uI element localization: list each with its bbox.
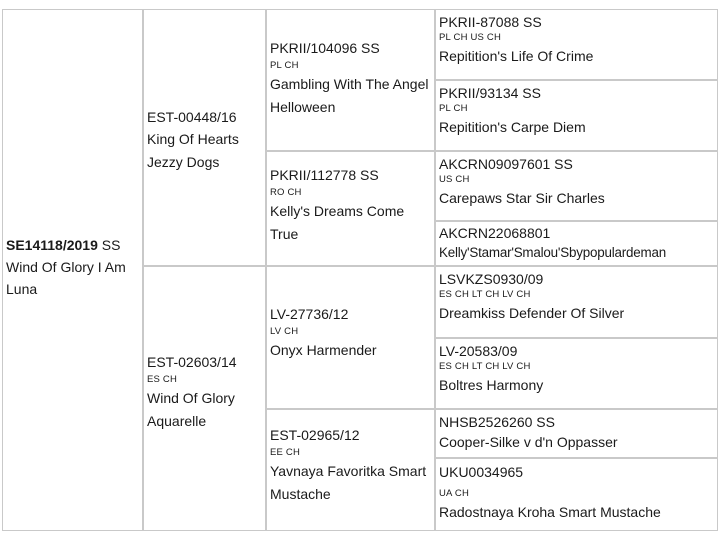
grandparent-name: Yavnaya Favoritka Smart Mustache (270, 463, 427, 502)
dam-name: Wind Of Glory Aquarelle (147, 390, 235, 429)
great-grandparent-name: Radostnaya Kroha Smart Mustache (439, 504, 661, 520)
great-grandparent-cell-6 (435, 338, 718, 409)
grandparent-cell-3 (266, 266, 435, 409)
dog-name: Wind Of Glory I Am Luna (6, 259, 126, 297)
grandparent-registration: PKRII/112778 SS (270, 167, 379, 183)
dam-cell (143, 266, 266, 531)
grandparent-title: EE CH (270, 447, 301, 458)
sire-registration: EST-00448/16 (147, 109, 237, 125)
great-grandparent-registration: AKCRN09097601 SS (439, 156, 573, 172)
great-grandparent-title: PL CH US CH (439, 32, 502, 43)
great-grandparent-registration: PKRII-87088 SS (439, 14, 542, 30)
great-grandparent-registration: LV-20583/09 (439, 343, 518, 359)
great-grandparent-title: UA CH (439, 488, 470, 499)
grandparent-title: RO CH (270, 187, 302, 198)
sire-cell (143, 9, 266, 266)
great-grandparent-registration: UKU0034965 (439, 464, 524, 480)
great-grandparent-cell-8 (435, 458, 718, 531)
grandparent-cell-4 (266, 409, 435, 531)
great-grandparent-name: Boltres Harmony (439, 377, 544, 393)
grandparent-name: Gambling With The Angel Helloween (270, 76, 429, 115)
great-grandparent-name: Dreamkiss Defender Of Silver (439, 305, 625, 321)
dog-registration: SE14118/2019 SS (6, 237, 121, 253)
great-grandparent-cell-1 (435, 9, 718, 80)
grandparent-cell-2 (266, 151, 435, 266)
dam-title: ES CH (147, 374, 178, 385)
great-grandparent-title: PL CH (439, 103, 468, 114)
great-grandparent-cell-5 (435, 266, 718, 338)
great-grandparent-cell-3 (435, 151, 718, 221)
grandparent-title: PL CH (270, 60, 299, 71)
great-grandparent-registration: AKCRN22068801 (439, 225, 551, 241)
grandparent-registration: LV-27736/12 (270, 306, 349, 322)
grandparent-registration: EST-02965/12 (270, 427, 360, 443)
great-grandparent-title: ES CH LT CH LV CH (439, 361, 531, 372)
great-grandparent-name: Carepaws Star Sir Charles (439, 190, 605, 206)
grandparent-registration: PKRII/104096 SS (270, 40, 380, 56)
great-grandparent-title: ES CH LT CH LV CH (439, 289, 531, 300)
great-grandparent-name: Kelly'Stamar'Smalou'Sbypopulardeman (439, 245, 666, 260)
great-grandparent-name: Repitition's Life Of Crime (439, 48, 594, 64)
great-grandparent-name: Cooper-Silke v d'n Oppasser (439, 434, 618, 450)
great-grandparent-cell-2 (435, 80, 718, 151)
grandparent-title: LV CH (270, 326, 299, 337)
great-grandparent-title: US CH (439, 174, 470, 185)
great-grandparent-registration: NHSB2526260 SS (439, 414, 555, 430)
great-grandparent-cell-7 (435, 409, 718, 458)
dam-registration: EST-02603/14 (147, 354, 237, 370)
sire-name: King Of Hearts Jezzy Dogs (147, 131, 239, 170)
dog-cell (2, 9, 143, 531)
great-grandparent-name: Repitition's Carpe Diem (439, 119, 586, 135)
grandparent-name: Onyx Harmender (270, 342, 377, 358)
grandparent-cell-1 (266, 9, 435, 151)
grandparent-name: Kelly's Dreams Come True (270, 203, 405, 242)
great-grandparent-cell-4 (435, 221, 718, 266)
great-grandparent-registration: PKRII/93134 SS (439, 85, 541, 101)
great-grandparent-registration: LSVKZS0930/09 (439, 271, 544, 287)
